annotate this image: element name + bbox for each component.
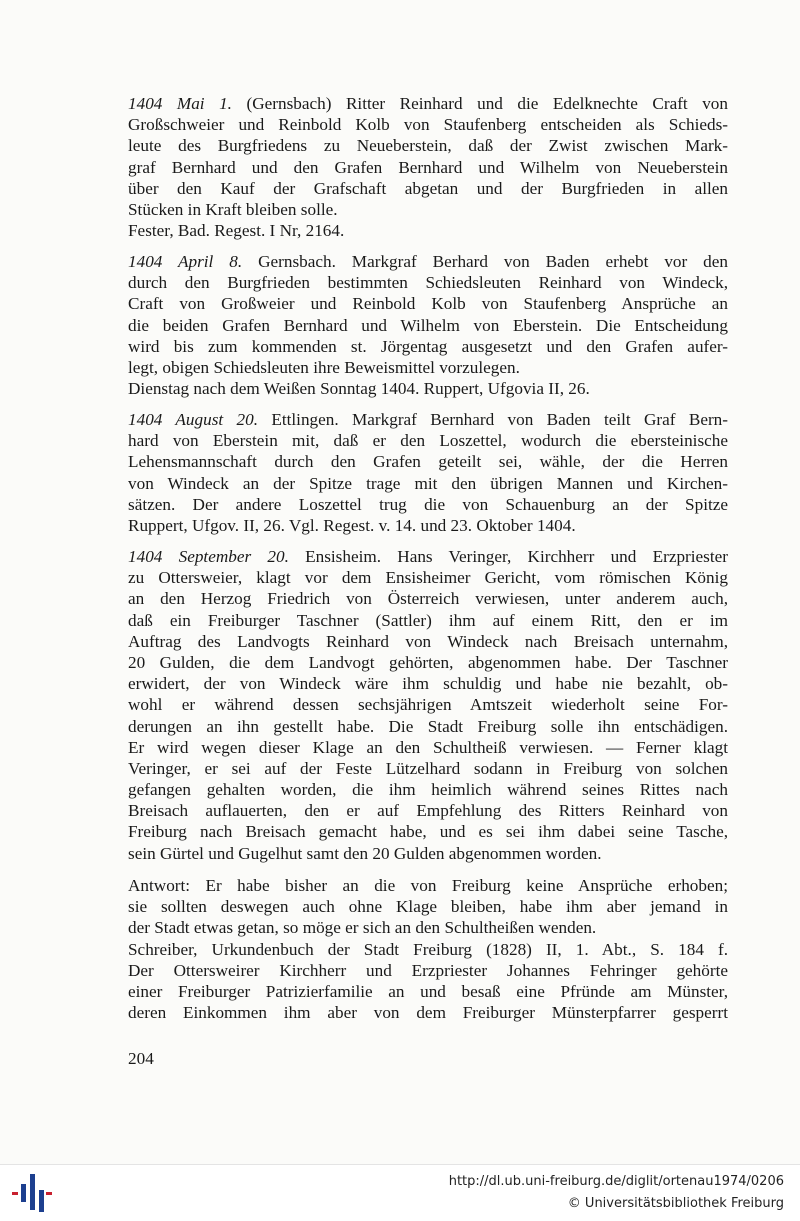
entry-text: derungen an ihn gestellt habe. Die Stadt Freiburg solle ihn entschädigen. [128,716,728,736]
entry-text: sein Gürtel und Gugelhut samt den 20 Gulden abgenommen worden. [128,843,602,863]
entry-text: (Gernsbach) Ritter Reinhard und die Edelknechte Craft von [231,94,728,113]
entry-text: Gernsbach. Markgraf Berhard von Baden erhebt vor den [242,252,728,271]
entry-text: Großschweier und Reinbold Kolb von Staufenberg entscheiden als Schieds- [128,115,728,135]
entry-text: Breisach auflauerten, den er auf Empfehlung des Ritters Reinhard von [128,801,728,821]
entry-text: sie sollten deswegen auch ohne Klage bleiben, habe ihm aber jemand in [128,897,728,917]
entry-source: Dienstag nach dem Weißen Sonntag 1404. Ruppert, Ufgovia II, 26. [128,379,590,399]
entry-text: erwidert, der von Windeck wäre ihm schuldig und habe nie bezahlt, ob- [128,674,728,694]
entry-text: einer Freiburger Patrizierfamilie an und besaß eine Pfründe am Münster, [128,981,728,1001]
entry-text: zu Ottersweier, klagt vor dem Ensisheimer Gericht, vom römischen König [128,568,728,588]
entry-text: hard von Eberstein mit, daß er den Loszettel, wodurch die ebersteinische [128,431,728,451]
entry-text: wohl er während dessen sechsjährigen Amtszeit wiederholt seine For- [128,695,728,715]
entry-text: legt, obigen Schiedsleuten ihre Beweismittel vorzulegen. [128,357,520,377]
entry-text: der Stadt etwas getan, so möge er sich an den Schultheißen wenden. [128,918,597,938]
permalink-url[interactable]: http://dl.ub.uni-freiburg.de/diglit/ortenau1974/0206 [448,1174,784,1189]
copyright-notice: © Universitätsbibliothek Freiburg [567,1196,784,1211]
entry-text: deren Einkommen ihm aber von dem Freiburger Münsterpfarrer gesperrt [128,1003,728,1023]
entry-text: Freiburg nach Breisach gemacht habe, und es sei ihm dabei seine Tasche, [128,822,728,842]
page-number: 204 [128,1049,154,1068]
entry-text: Der Ottersweirer Kirchherr und Erzpriester Johannes Fehringer gehörte [128,960,728,980]
viewer-footer [0,1164,800,1221]
answer-paragraph [128,875,728,1023]
entry-text: Ensisheim. Hans Veringer, Kirchherr und Erzpriester [288,547,728,566]
entry-text: wird bis zum kommenden st. Jörgentag ausgesetzt und den Grafen aufer- [128,336,728,356]
entry-text: durch den Burgfrieden bestimmten Schiedsleuten Reinhard von Windeck, [128,273,728,293]
entry-text: leute des Burgfriedens zu Neueberstein, daß der Zwist zwischen Mark- [128,136,728,156]
entry-1404-mai [128,93,728,241]
entry-source: Schreiber, Urkundenbuch der Stadt Freiburg (1828) II, 1. Abt., S. 184 f. [128,939,728,959]
entry-date: 1404 August 20. [128,410,258,429]
entry-text: an den Herzog Friedrich von Österreich verwiesen, unter anderem auch, [128,589,728,609]
entry-text: Stücken in Kraft bleiben solle. [128,199,338,219]
entry-1404-april [128,251,728,399]
entry-text: daß ein Freiburger Taschner (Sattler) ihm auf einem Ritt, den er im [128,610,728,630]
entry-text: Craft von Großweier und Reinbold Kolb von Staufenberg Ansprüche an [128,294,728,314]
entry-text: Veringer, er sei auf der Feste Lützelhard sodann in Freiburg von solchen [128,758,728,778]
entry-text: über den Kauf der Grafschaft abgetan und der Burgfrieden in allen [128,178,728,198]
entry-text: 20 Gulden, die dem Landvogt gehörten, abgenommen habe. Der Taschner [128,652,728,672]
entry-text: sätzen. Der andere Loszettel trug die von Schauenburg an der Spitze [128,494,728,514]
entry-text: Auftrag des Landvogts Reinhard von Windeck nach Breisach unternahm, [128,631,728,651]
entry-text: Er wird wegen dieser Klage an den Schultheiß verwiesen. — Ferner klagt [128,737,728,757]
entry-1404-september [128,546,728,864]
library-logo-icon [12,1170,52,1214]
entry-text: Lehensmannschaft durch den Grafen geteilt sei, wähle, der die Herren [128,452,728,472]
entry-date: 1404 Mai 1. [128,94,232,113]
entry-text: Ettlingen. Markgraf Bernhard von Baden teilt Graf Bern- [258,410,728,429]
entry-text: graf Bernhard und den Grafen Bernhard und Wilhelm von Neueberstein [128,157,728,177]
entry-source: Ruppert, Ufgov. II, 26. Vgl. Regest. v. 14. und 23. Oktober 1404. [128,515,576,535]
entry-1404-august [128,409,728,536]
entry-text: von Windeck an der Spitze trage mit den übrigen Mannen und Kirchen- [128,473,728,493]
entry-text: Antwort: Er habe bisher an die von Freiburg keine Ansprüche erhoben; [128,876,728,895]
entry-text: die beiden Grafen Bernhard und Wilhelm von Eberstein. Die Entscheidung [128,315,728,335]
entry-text: gefangen gehalten worden, die ihm heimlich während seines Rittes nach [128,780,728,800]
entry-date: 1404 April 8. [128,252,243,271]
entry-source: Fester, Bad. Regest. I Nr, 2164. [128,221,345,241]
entry-date: 1404 September 20. [128,547,289,566]
